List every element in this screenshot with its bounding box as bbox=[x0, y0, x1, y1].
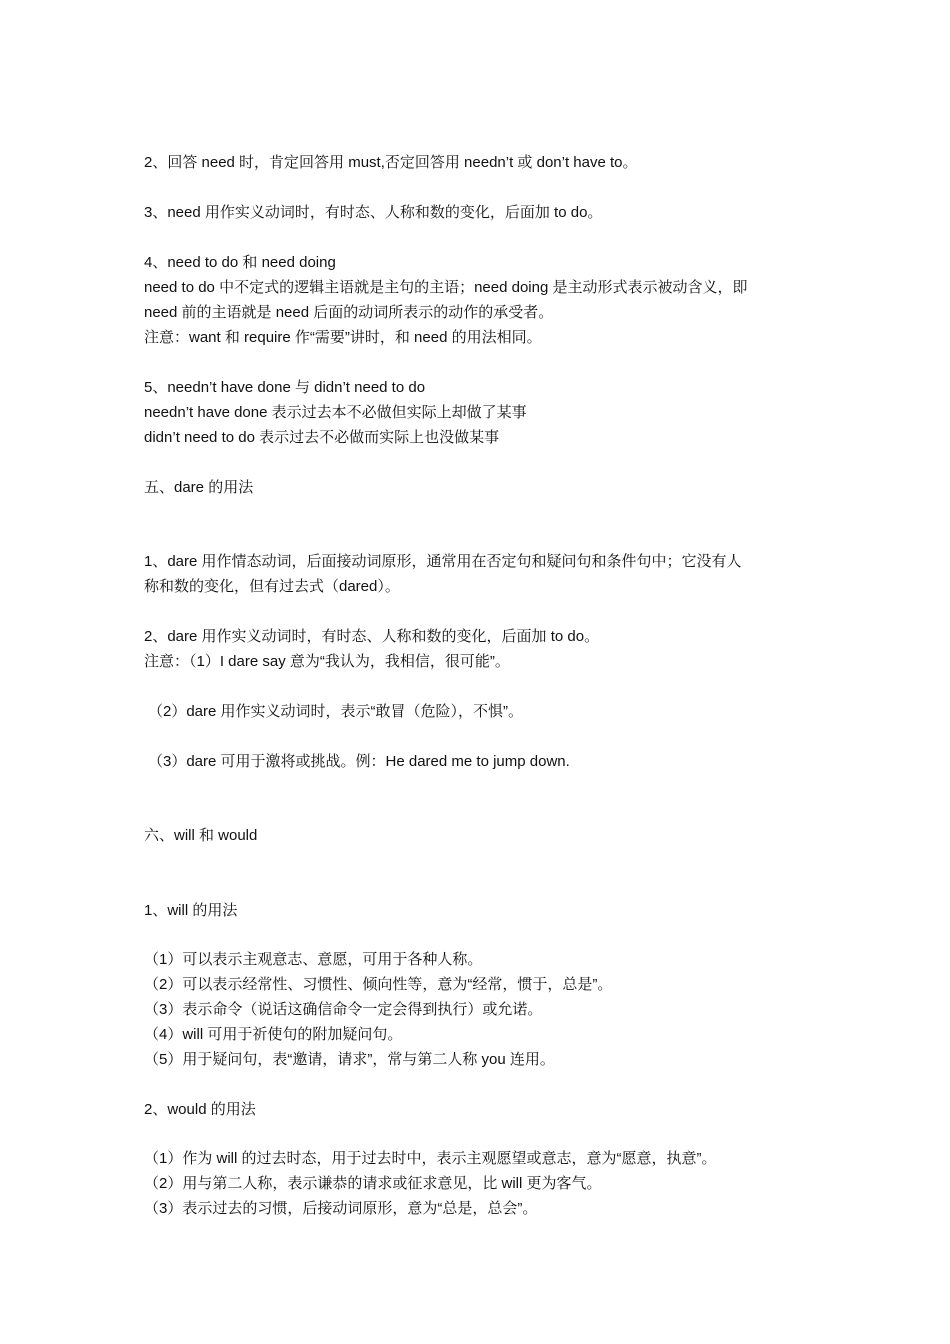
list-item: （4）will 可用于祈使句的附加疑问句。 bbox=[144, 1026, 403, 1043]
section-heading: 1、will 的用法 bbox=[144, 902, 238, 919]
list-item: （2）用与第二人称，表示谦恭的请求或征求意见，比 will 更为客气。 bbox=[144, 1175, 602, 1192]
note-item: （3）dare 可用于激将或挑战。例：He dared me to jump down. bbox=[148, 753, 570, 770]
text-line: 2、dare 用作实义动词时，有时态、人称和数的变化，后面加 to do。 bbox=[144, 628, 600, 645]
text-line: need to do 中不定式的逻辑主语就是主句的主语；need doing 是主动形式表示被动含义，即 bbox=[144, 279, 748, 296]
text-line: 2、回答 need 时，肯定回答用 must,否定回答用 needn’t 或 don’t have to。 bbox=[144, 154, 638, 171]
text-line: 1、dare 用作情态动词，后面接动词原形，通常用在否定句和疑问句和条件句中；它没有人 bbox=[144, 553, 742, 570]
chapter-heading: 六、will 和 would bbox=[144, 827, 258, 844]
list-item: （3）表示命令（说话这确信命令一定会得到执行）或允诺。 bbox=[144, 1001, 543, 1018]
list-item: （1）作为 will 的过去时态，用于过去时中，表示主观愿望或意志，意为“愿意，执意”。 bbox=[144, 1150, 717, 1167]
list-item: （3）表示过去的习惯，后接动词原形，意为“总是，总会”。 bbox=[144, 1200, 538, 1217]
text-line: 称和数的变化，但有过去式（dared）。 bbox=[144, 578, 400, 595]
text-line: needn’t have done 表示过去本不必做但实际上却做了某事 bbox=[144, 404, 527, 421]
section-heading: 2、would 的用法 bbox=[144, 1101, 256, 1118]
text-line: need 前的主语就是 need 后面的动词所表示的动作的承受者。 bbox=[144, 304, 554, 321]
section-heading: 4、need to do 和 need doing bbox=[144, 254, 336, 271]
list-item: （2）可以表示经常性、习惯性、倾向性等，意为“经常，惯于，总是”。 bbox=[144, 976, 613, 993]
section-heading: 5、needn’t have done 与 didn’t need to do bbox=[144, 379, 426, 396]
note-line: 注意：want 和 require 作“需要”讲时，和 need 的用法相同。 bbox=[144, 329, 542, 346]
chapter-heading: 五、dare 的用法 bbox=[144, 479, 254, 496]
text-line: didn’t need to do 表示过去不必做而实际上也没做某事 bbox=[144, 429, 500, 446]
list-item: （1）可以表示主观意志、意愿，可用于各种人称。 bbox=[144, 951, 483, 968]
note-line: 注意：（1）I dare say 意为“我认为，我相信，很可能”。 bbox=[144, 653, 510, 670]
list-item: （5）用于疑问句，表“邀请，请求”，常与第二人称 you 连用。 bbox=[144, 1051, 555, 1068]
note-item: （2）dare 用作实义动词时，表示“敢冒（危险），不惧”。 bbox=[148, 703, 524, 720]
text-line: 3、need 用作实义动词时，有时态、人称和数的变化，后面加 to do。 bbox=[144, 204, 603, 221]
